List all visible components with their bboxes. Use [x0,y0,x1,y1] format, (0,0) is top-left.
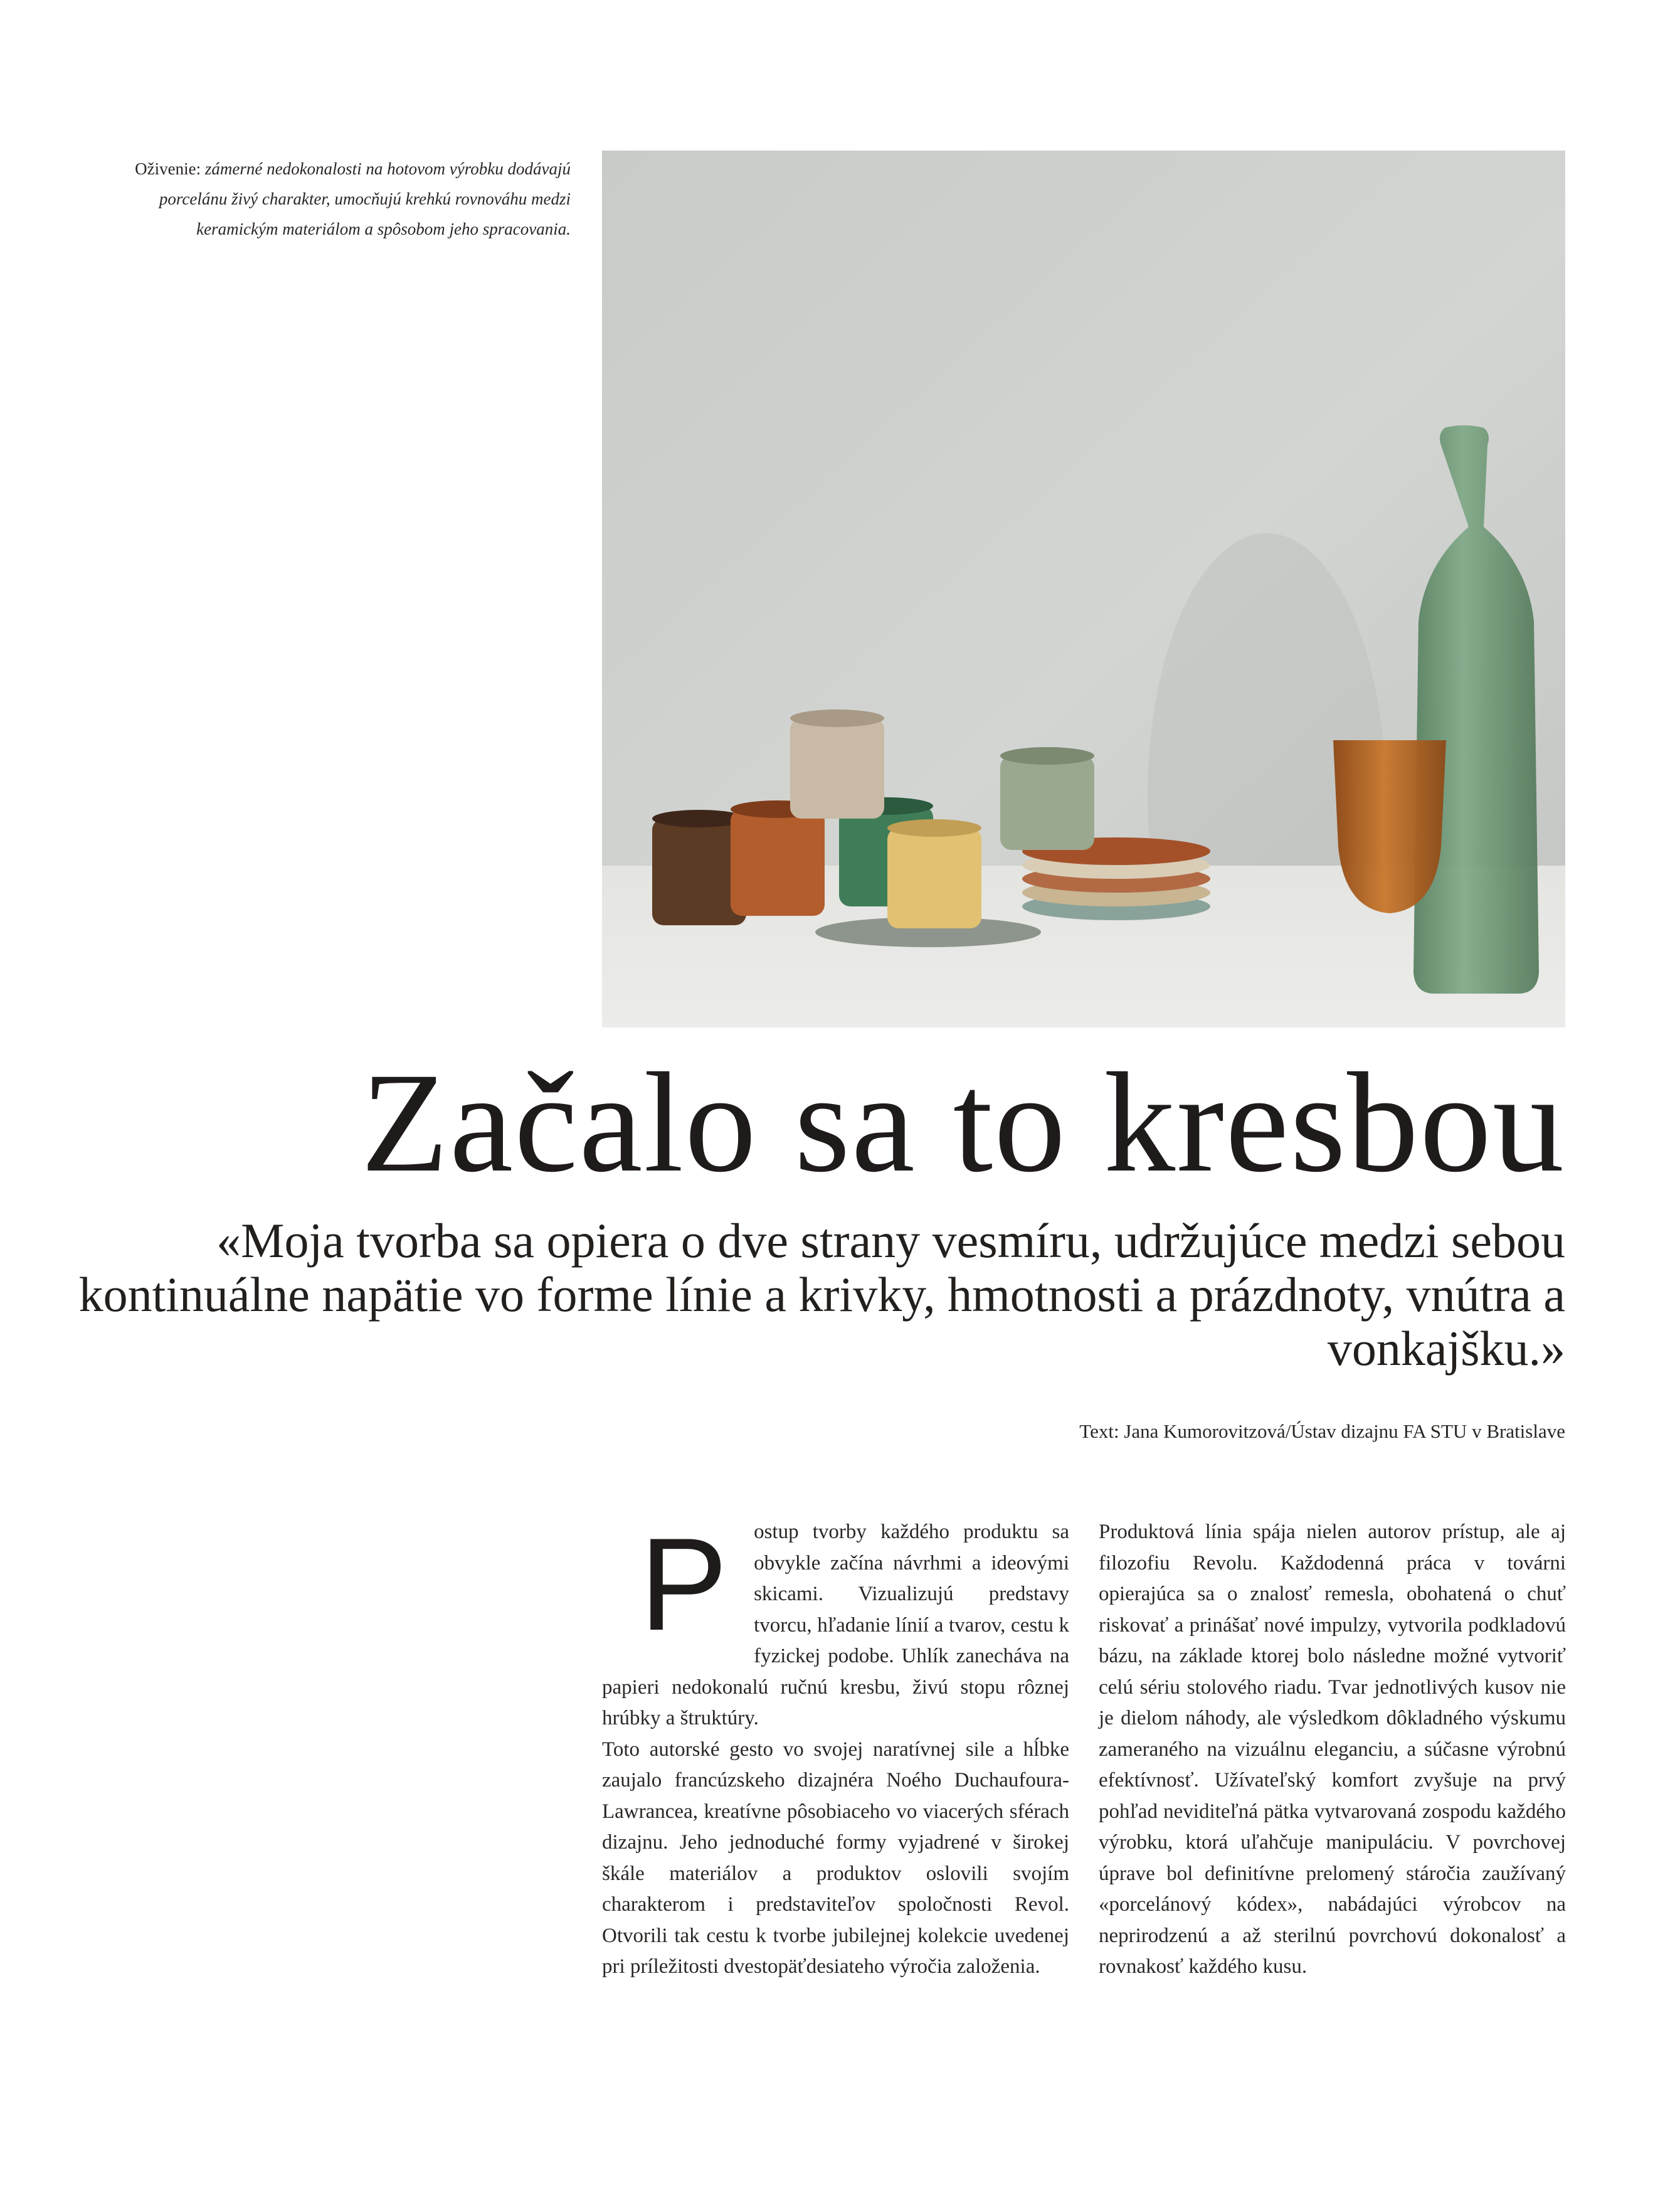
article-lead-quote: «Moja tvorba sa opiera o dve strany vesmíru, udržujúce medzi sebou kontinuálne napätie vo forme línie a krivky, hmotnosti a prázdnoty, vnútra a vonkajšku.» [78,1213,1565,1376]
photo-caption [88,154,571,244]
caption-label: Oživenie: [135,159,201,178]
tableware-still-life-image [602,151,1565,1027]
drop-cap: P [640,1510,728,1658]
body-column-left [602,1510,1069,1983]
article-title: Začalo sa to kresbou [361,1044,1565,1202]
cup-rust [731,809,825,916]
cup-sage [1000,756,1094,850]
body-paragraph-1: ostup tvorby každého produktu sa obvykle začína návrhmi a ideovými skicami. Vizualizujú predstavy tvorcu, hľadanie línií a tvarov, cestu k fyzickej podobe. Uhlík zanecháva na papieri nedokonalú ručnú kresbu, živú stopu rôznej hrúbky a štruktúry. [602,1521,1069,1729]
caption-text: zámerné nedokonalosti na hotovom výrobku dodávajú porcelánu živý charakter, umocňujú krehkú rovnováhu medzi keramickým materiálom a spôsobom jeho spracovania. [159,159,571,238]
amber-glass [1333,740,1446,913]
cup-beige [790,718,884,819]
body-column-right [1099,1517,1566,1983]
body-paragraph-3: Produktová línia spája nielen autorov prístup, ale aj filozofiu Revolu. Každodenná práca v továrni opierajúca sa o znalosť remesla, obohatená o chuť riskovať a prinášať nové impulzy, vytvorila podkladovú bázu, na základe ktorej bolo následne možné vytvoriť celú sériu stolového riadu. Tvar jednotlivých kusov nie je dielom náhody, ale výsledkom dôkladného výskumu zameraného na vizuálnu eleganciu, a súčasne výrobnú efektívnosť. Užívateľský komfort zvyšuje na prvý pohľad neviditeľná pätka vytvarovaná zospodu každého výrobku, ktorá uľahčuje manipuláciu. V povrchovej úprave bol definitívne prelomený stáročia zaužívaný «porcelánový kódex», nabádajúci výrobcov na neprirodzenú a až sterilnú povrchovú dokonalosť a rovnakosť každého kusu. [1099,1521,1566,1978]
product-photo [602,151,1565,1027]
article-credit: Text: Jana Kumorovitzová/Ústav dizajnu FA STU v Bratislave [1079,1420,1565,1442]
cup-yellow [887,828,981,928]
body-paragraph-2: Toto autorské gesto vo svojej naratívnej sile a hĺbke zaujalo francúzskeho dizajnéra Noého Duchaufoura-Lawrancea, kreatívne pôsobiaceho vo viacerých sférach dizajnu. Jeho jednoduché formy vyjadrené v širokej škále materiálov a produktov oslovili svojím charakterom i predstaviteľov spoločnosti Revol. Otvorili tak cestu k tvorbe jubilejnej kolekcie uvedenej pri príležitosti dvestopäťdesiateho výročia založenia. [602,1738,1069,1978]
